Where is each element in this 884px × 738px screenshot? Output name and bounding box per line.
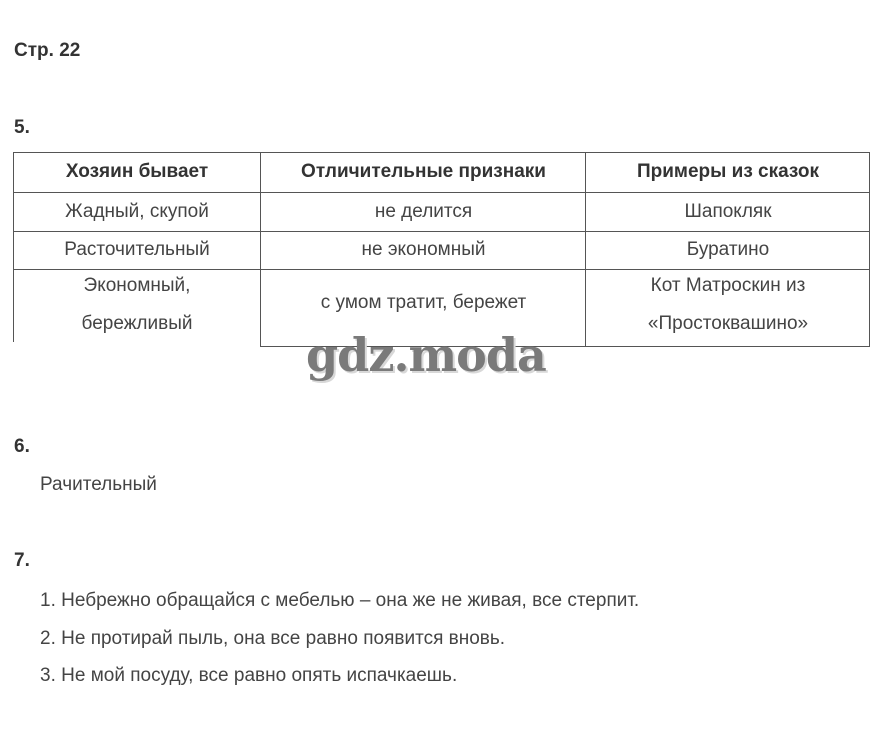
table-cell-line: «Простоквашино» bbox=[647, 313, 809, 334]
table-cell-line: Экономный, bbox=[83, 275, 191, 296]
table-cell: Расточительный bbox=[64, 239, 210, 260]
section-7-list bbox=[40, 588, 639, 701]
table-cell-line: Кот Матроскин из bbox=[650, 275, 806, 296]
table-cell: не делится bbox=[374, 200, 473, 222]
table-cell bbox=[13, 265, 261, 345]
table-header-cell: Хозяин бывает bbox=[65, 161, 209, 182]
watermark: gdz.moda bbox=[306, 328, 546, 382]
table-header-cell: Примеры из сказок bbox=[636, 161, 820, 182]
table-cell: Шапокляк bbox=[684, 200, 772, 222]
table-header-cell: Отличительные признаки bbox=[301, 161, 546, 182]
section-5-number: 5. bbox=[14, 117, 30, 138]
section-6-answer: Рачительный bbox=[40, 474, 157, 495]
list-item: 3. Не мой посуду, все равно опять испачкаешь. bbox=[40, 665, 458, 686]
table-cell-line: бережливый bbox=[81, 313, 193, 334]
page-header: Стр. 22 bbox=[14, 40, 81, 61]
section-7-number: 7. bbox=[14, 550, 30, 571]
table-cell: не экономный bbox=[361, 239, 486, 260]
table-cell: Буратино bbox=[686, 239, 770, 260]
table-cell bbox=[586, 265, 870, 345]
section-6-number: 6. bbox=[14, 436, 30, 457]
answer-table bbox=[13, 152, 870, 348]
list-item: 2. Не протирай пыль, она все равно появится вновь. bbox=[40, 627, 506, 649]
table-cell: с умом тратит, бережет bbox=[320, 292, 527, 313]
list-item: 1. Небрежно обращайся с мебелью – она же не живая, все стерпит. bbox=[40, 590, 640, 611]
table-cell: Жадный, скупой bbox=[65, 200, 209, 222]
